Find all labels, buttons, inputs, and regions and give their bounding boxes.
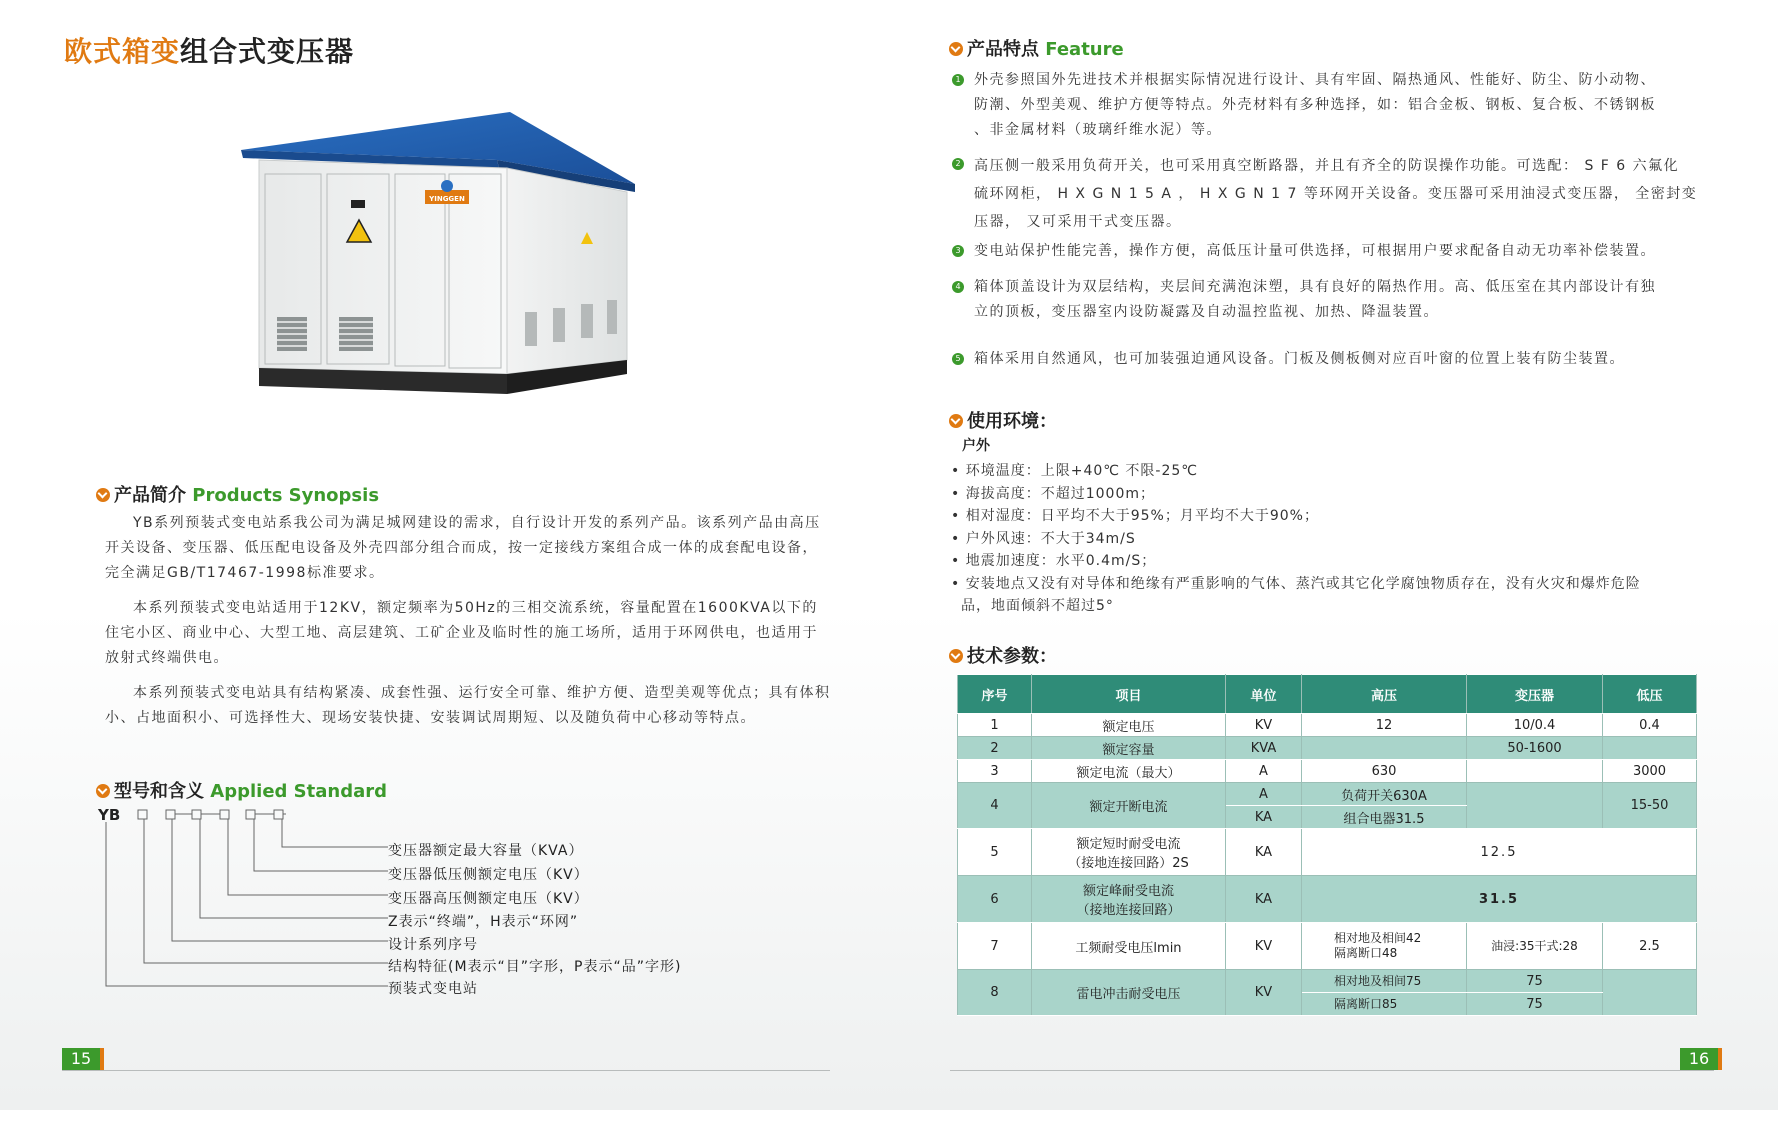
table-cell bbox=[1603, 970, 1697, 1016]
synopsis-heading-en: Products Synopsis bbox=[192, 485, 380, 506]
synopsis-heading-cn: 产品简介 bbox=[114, 485, 186, 506]
feature-item bbox=[955, 275, 1656, 325]
table-cell bbox=[1032, 829, 1226, 876]
table-cell: 75 bbox=[1467, 993, 1603, 1016]
feature-heading-en: Feature bbox=[1045, 39, 1124, 60]
feature-line: 、非金属材料（玻璃纤维水泥）等。 bbox=[974, 122, 1222, 138]
feature-heading-cn: 产品特点 bbox=[967, 39, 1039, 60]
model-meaning-line: 设计系列序号 bbox=[388, 937, 478, 953]
chevron-down-icon bbox=[949, 42, 963, 56]
number-badge-icon: 2 bbox=[952, 158, 964, 170]
cell-line: （接地连接回路） bbox=[1076, 903, 1181, 918]
photo-logo-text: YINGGEN bbox=[429, 195, 465, 203]
table-cell: 15-50 bbox=[1603, 783, 1697, 829]
environment-item: • 安装地点又没有对导体和绝缘有严重影响的气体、蒸汽或其它化学腐蚀物质存在，没有火灾和爆炸危险 bbox=[951, 573, 1711, 596]
table-cell: 7 bbox=[958, 923, 1032, 970]
column-header: 变压器 bbox=[1467, 675, 1603, 714]
column-header: 项目 bbox=[1032, 675, 1226, 714]
model-meaning-line: 变压器低压侧额定电压（KV） bbox=[388, 867, 589, 883]
number-badge-icon: 1 bbox=[952, 74, 964, 86]
chevron-down-icon bbox=[949, 414, 963, 428]
table-cell: 630 bbox=[1302, 760, 1467, 783]
model-diagram bbox=[0, 0, 900, 1000]
cell-line: 隔离断口48 bbox=[1334, 946, 1398, 960]
table-row bbox=[958, 876, 1697, 923]
feature-line: 箱体顶盖设计为双层结构，夹层间充满泡沫塑，具有良好的隔热作用。高、低压室在其内部设计有独 bbox=[974, 279, 1656, 295]
table-cell: 3000 bbox=[1603, 760, 1697, 783]
feature-line: 箱体采用自然通风，也可加装强迫通风设备。门板及侧板侧对应百叶窗的位置上装有防尘装置。 bbox=[974, 351, 1625, 367]
table-cell bbox=[1302, 923, 1467, 970]
feature-item bbox=[955, 152, 1698, 236]
environment-item: 品，地面倾斜不超过5° bbox=[961, 598, 1114, 614]
model-bracket-lines bbox=[100, 806, 400, 996]
feature-item bbox=[955, 68, 1656, 143]
environment-heading-cn: 使用环境： bbox=[967, 411, 1057, 432]
synopsis-paragraph: YB系列预装式变电站系我公司为满足城网建设的需求，自行设计开发的系列产品。该系列产品由高压开关设备、变压器、低压配电设备及外壳四部分组合而成，按一定接线方案组合成一体的成套配电设备，完全满足GB/T17467-1998标准要求。 bbox=[105, 515, 821, 581]
table-cell: 50-1600 bbox=[1467, 737, 1603, 760]
params-heading-cn: 技术参数： bbox=[967, 646, 1057, 667]
table-cell bbox=[1467, 783, 1603, 829]
table-cell: 12 bbox=[1302, 714, 1467, 737]
model-meaning-line: 结构特征(M表示“目”字形，P表示“品”字形) bbox=[388, 959, 682, 975]
table-cell: KVA bbox=[1226, 737, 1302, 760]
column-header: 高压 bbox=[1302, 675, 1467, 714]
table-cell: KV bbox=[1226, 714, 1302, 737]
feature-item bbox=[955, 347, 1625, 372]
table-cell: 额定电压 bbox=[1032, 714, 1226, 737]
environment-item: • 环境温度：上限+40℃ 不限-25℃ bbox=[951, 460, 1711, 483]
table-cell: KA bbox=[1226, 876, 1302, 923]
table-cell: 2.5 bbox=[1603, 923, 1697, 970]
feature-line: 高压侧一般采用负荷开关，也可采用真空断路器，并且有齐全的防误操作功能。可选配： S F 6 六氟化 bbox=[974, 158, 1680, 174]
environment-heading bbox=[949, 407, 1057, 433]
table-cell: 0.4 bbox=[1603, 714, 1697, 737]
feature-list bbox=[955, 68, 1714, 388]
model-meaning-line: 变压器高压侧额定电压（KV） bbox=[388, 891, 589, 907]
cell-line: （接地连接回路）2S bbox=[1068, 856, 1189, 871]
table-row bbox=[958, 760, 1697, 783]
page-number-right: 16 bbox=[1680, 1048, 1718, 1070]
footer-rule-left bbox=[62, 1070, 830, 1071]
number-badge-icon: 4 bbox=[952, 281, 964, 293]
table-cell: 组合电器31.5 bbox=[1302, 806, 1467, 829]
model-meaning-line: Z表示“终端”，H表示“环网” bbox=[388, 914, 579, 930]
feature-item bbox=[955, 239, 1656, 264]
title-orange-part: 欧式箱变 bbox=[64, 35, 181, 68]
table-cell bbox=[1467, 760, 1603, 783]
table-cell: 工频耐受电压lmin bbox=[1032, 923, 1226, 970]
environment-item: • 相对湿度：日平均不大于95%；月平均不大于90%； bbox=[951, 505, 1711, 528]
feature-line: 外壳参照国外先进技术并根据实际情况进行设计、具有牢固、隔热通风、性能好、防尘、防小动物、 bbox=[974, 72, 1656, 88]
table-cell: 2 bbox=[958, 737, 1032, 760]
feature-heading bbox=[949, 35, 1124, 61]
table-cell: 5 bbox=[958, 829, 1032, 876]
table-cell: 相对地及相间75 bbox=[1302, 970, 1467, 993]
column-header: 单位 bbox=[1226, 675, 1302, 714]
title-black-part: 组合式变压器 bbox=[180, 35, 355, 68]
table-cell: KV bbox=[1226, 970, 1302, 1016]
table-cell: KV bbox=[1226, 923, 1302, 970]
environment-item: • 海拔高度：不超过1000m； bbox=[951, 483, 1711, 506]
feature-line: 防潮、外型美观、维护方便等特点。外壳材料有多种选择，如：铝合金板、钢板、复合板、不锈钢板 bbox=[974, 97, 1656, 113]
params-heading bbox=[949, 642, 1057, 668]
synopsis-paragraph: 本系列预装式变电站适用于12KV，额定频率为50Hz的三相交流系统，容量配置在1600KVA以下的住宅小区、商业中心、大型工地、高层建筑、工矿企业及临时性的施工场所，适用于环网供电，也适用于放射式终端供电。 bbox=[105, 600, 818, 666]
table-row bbox=[958, 737, 1697, 760]
table-cell bbox=[1302, 737, 1467, 760]
table-cell: A bbox=[1226, 760, 1302, 783]
environment-subheading: 户外 bbox=[962, 438, 990, 454]
table-cell: KA bbox=[1226, 829, 1302, 876]
environment-item: • 地震加速度：水平0.4m/S； bbox=[951, 550, 1711, 573]
table-cell: 12.5 bbox=[1302, 829, 1697, 876]
table-row bbox=[958, 783, 1697, 806]
environment-item: • 户外风速：不大于34m/S bbox=[951, 528, 1711, 551]
table-row bbox=[958, 970, 1697, 993]
cell-line: 额定峰耐受电流 bbox=[1082, 884, 1174, 899]
model-meaning-line: 变压器额定最大容量（KVA） bbox=[388, 843, 584, 859]
table-cell: 油浸:35干式:28 bbox=[1467, 923, 1603, 970]
cell-line: 额定短时耐受电流 bbox=[1076, 837, 1181, 852]
table-cell: 3 bbox=[958, 760, 1032, 783]
params-table bbox=[957, 674, 1697, 1016]
environment-list bbox=[951, 460, 1711, 618]
footer-rule-right bbox=[950, 1070, 1714, 1071]
table-header-row bbox=[958, 675, 1697, 714]
feature-line: 压器， 又可采用干式变压器。 bbox=[974, 214, 1182, 230]
page-number-left: 15 bbox=[62, 1048, 100, 1070]
table-cell bbox=[1603, 737, 1697, 760]
table-cell: 额定电流（最大） bbox=[1032, 760, 1226, 783]
table-row bbox=[958, 714, 1697, 737]
model-meaning-line: 预装式变电站 bbox=[388, 981, 478, 997]
table-cell: 4 bbox=[958, 783, 1032, 829]
chevron-down-icon bbox=[949, 649, 963, 663]
table-cell: 10/0.4 bbox=[1467, 714, 1603, 737]
table-cell: 1 bbox=[958, 714, 1032, 737]
column-header: 序号 bbox=[958, 675, 1032, 714]
number-badge-icon: 5 bbox=[952, 353, 964, 365]
table-cell: A bbox=[1226, 783, 1302, 806]
model-heading-cn: 型号和含义 bbox=[114, 781, 204, 802]
table-cell: 8 bbox=[958, 970, 1032, 1016]
table-cell: 额定容量 bbox=[1032, 737, 1226, 760]
table-cell: 雷电冲击耐受电压 bbox=[1032, 970, 1226, 1016]
table-cell: 额定开断电流 bbox=[1032, 783, 1226, 829]
column-header: 低压 bbox=[1603, 675, 1697, 714]
synopsis-paragraph: 本系列预装式变电站具有结构紧凑、成套性强、运行安全可靠、维护方便、造型美观等优点；具有体积小、占地面积小、可选择性大、现场安装快捷、安装调试周期短、以及随负荷中心移动等特点。 bbox=[105, 685, 831, 726]
feature-line: 变电站保护性能完善，操作方便，高低压计量可供选择，可根据用户要求配备自动无功率补偿装置。 bbox=[974, 243, 1656, 259]
table-cell: 隔离断口85 bbox=[1302, 993, 1467, 1016]
table-cell: 负荷开关630A bbox=[1302, 783, 1467, 806]
table-cell: 75 bbox=[1467, 970, 1603, 993]
model-heading-en: Applied Standard bbox=[210, 781, 388, 802]
number-badge-icon: 3 bbox=[952, 245, 964, 257]
table-cell: 31.5 bbox=[1302, 876, 1697, 923]
table-cell: 6 bbox=[958, 876, 1032, 923]
feature-line: 硫环网柜， H X G N 1 5 A ， H X G N 1 7 等环网开关设备。变压器可采用油浸式变压器， 全密封变 bbox=[974, 186, 1698, 202]
table-row bbox=[958, 923, 1697, 970]
table-cell: KA bbox=[1226, 806, 1302, 829]
table-row bbox=[958, 829, 1697, 876]
cell-line: 相对地及相间42 bbox=[1334, 931, 1422, 945]
table-cell bbox=[1032, 876, 1226, 923]
feature-line: 立的顶板，变压器室内设防凝露及自动温控监视、加热、降温装置。 bbox=[974, 304, 1439, 320]
model-prefix: YB bbox=[98, 806, 121, 824]
